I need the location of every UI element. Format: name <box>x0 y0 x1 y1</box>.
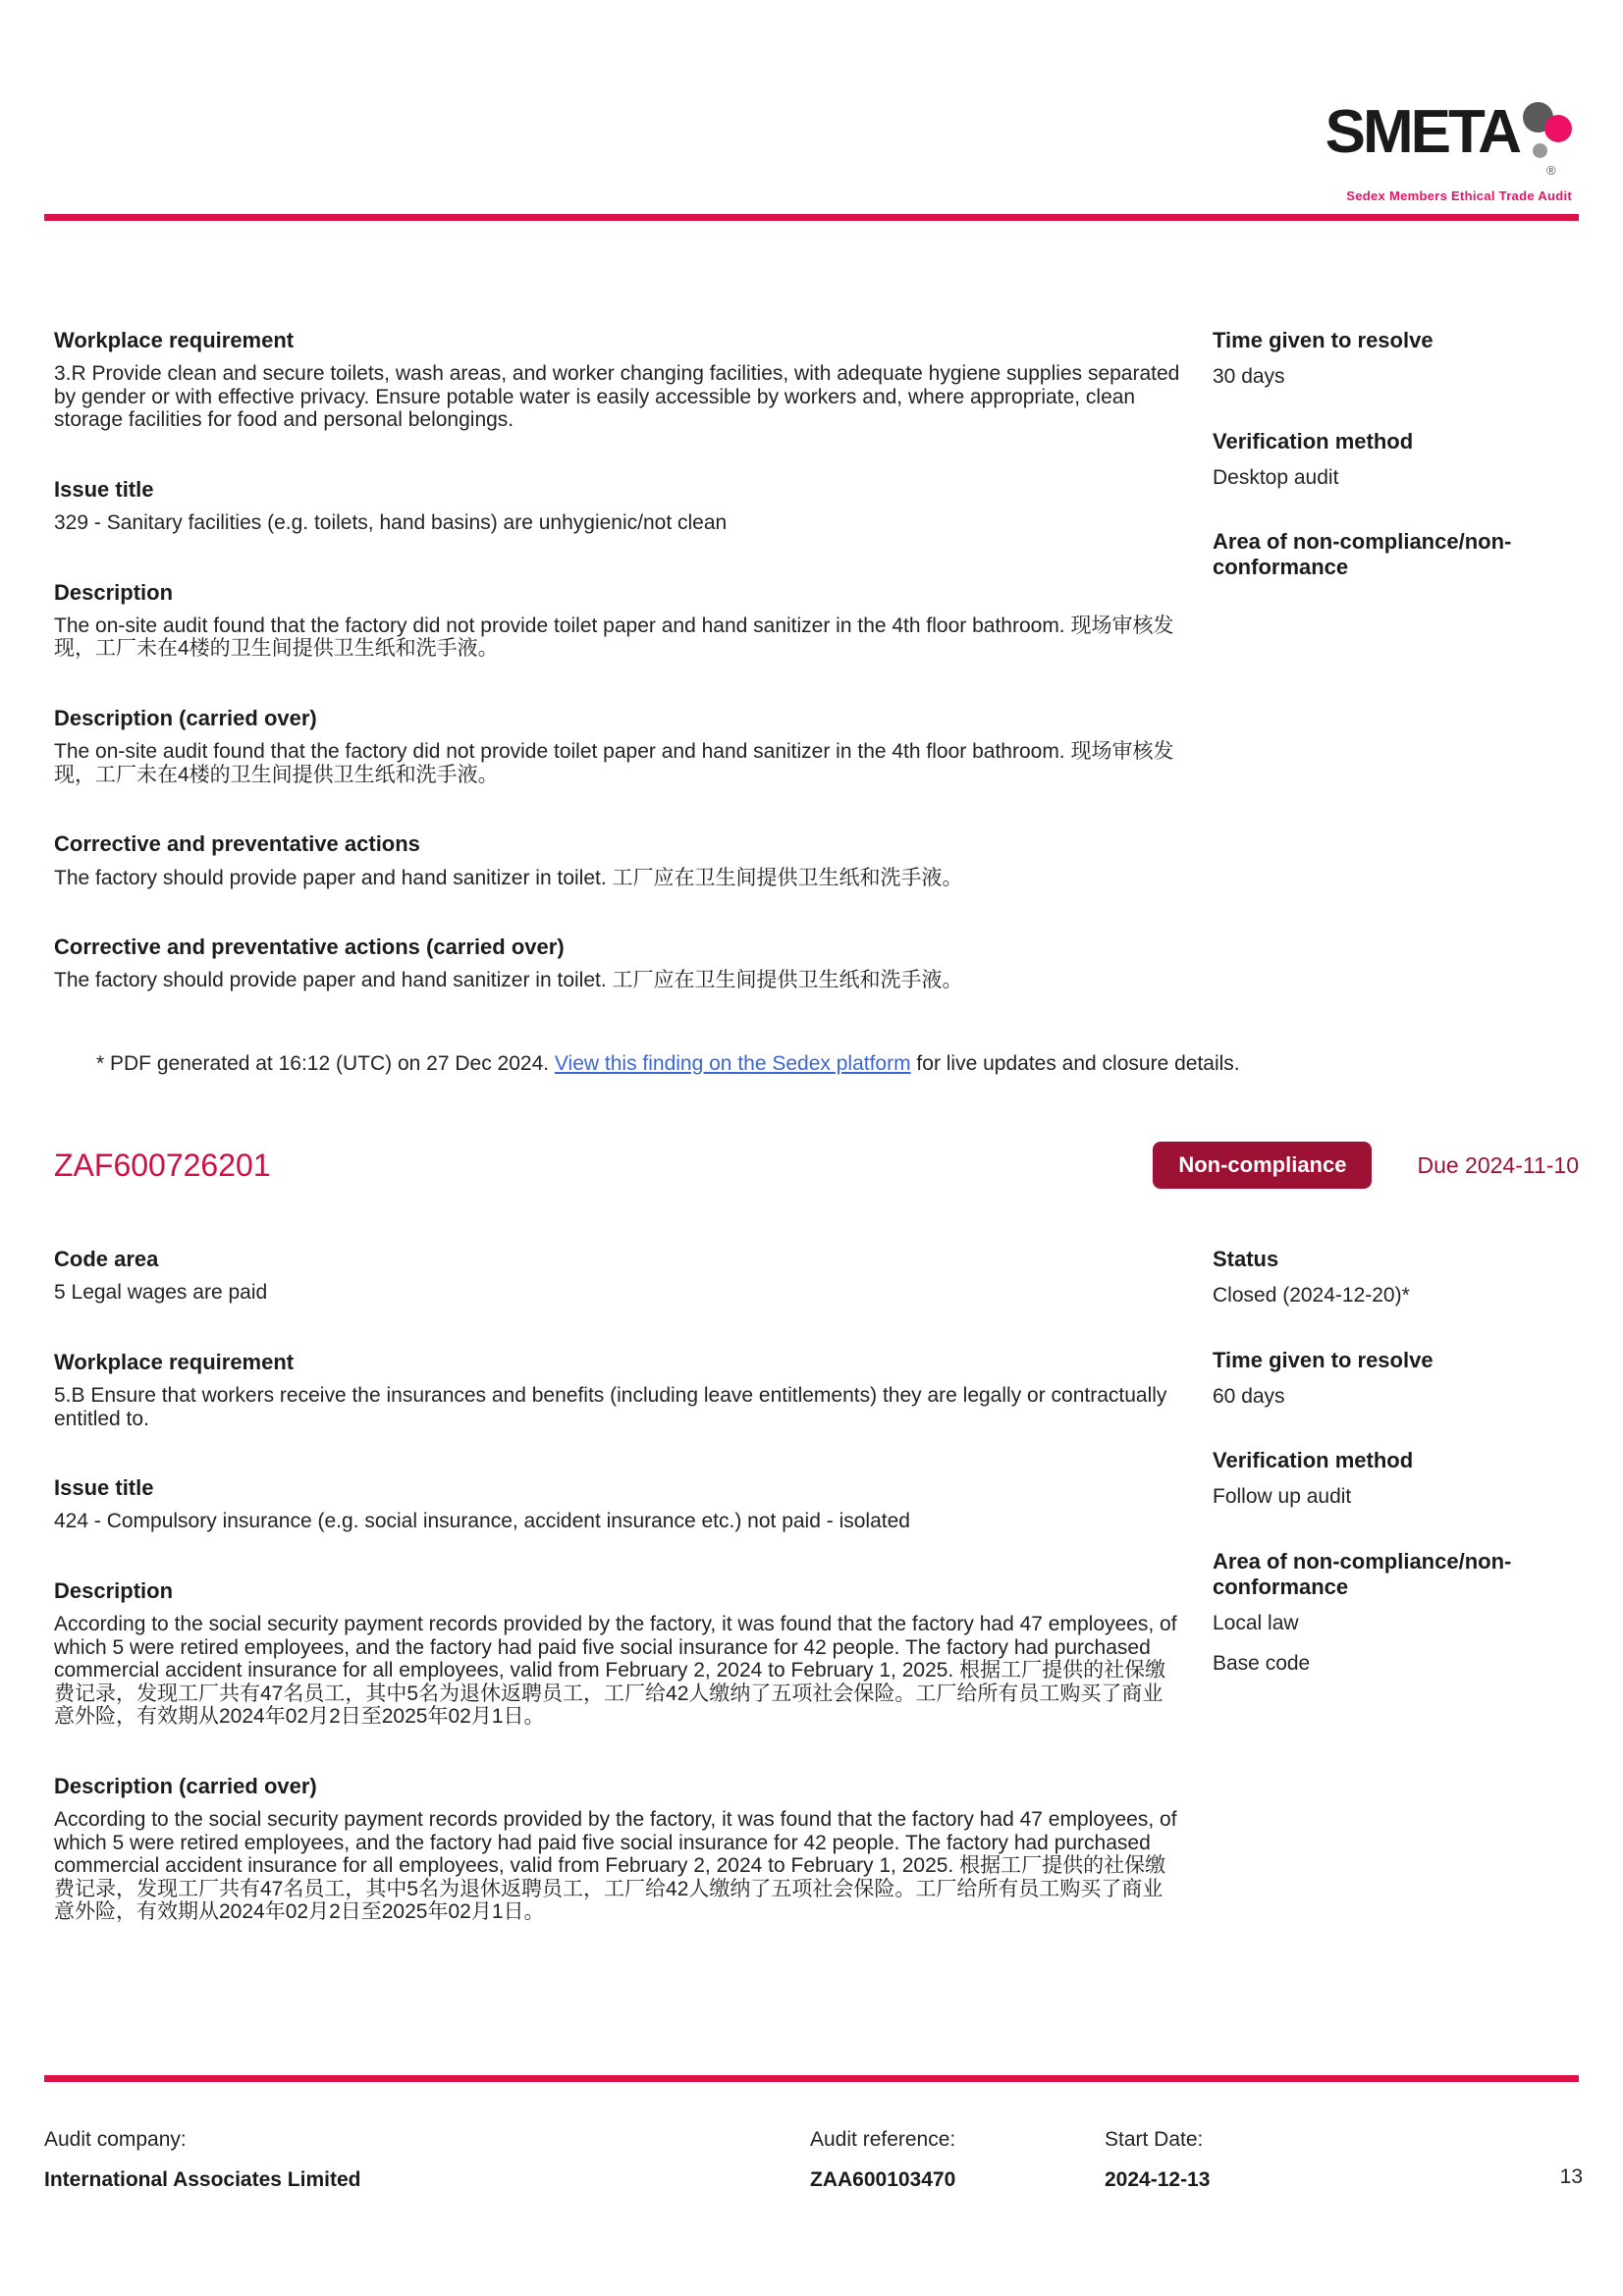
finding-1-section <box>54 328 1582 1038</box>
corrective-actions-carried-over-section <box>54 934 1181 992</box>
noncompliance-area-heading: Area of non-compliance/non-conformance <box>1213 529 1512 580</box>
workplace-requirement-section-2 <box>54 1350 1181 1430</box>
corrective-actions-heading: Corrective and preventative actions <box>54 831 420 857</box>
description-carried-over-text: The on-site audit found that the factory did not provide toilet paper and hand sanitizer in the 4th floor bathroom. 现场审核发现，工厂未在4楼的卫生间提供卫生纸和洗手液。 <box>54 740 1174 786</box>
issue-title-text-2: 424 - Compulsory insurance (e.g. social insurance, accident insurance etc.) not paid - isolated <box>54 1510 910 1533</box>
logo-dot-grey-small <box>1533 143 1547 158</box>
verification-method-section <box>1213 429 1582 491</box>
verification-method-section-2 <box>1213 1448 1582 1510</box>
description-text-2: According to the social security payment records provided by the factory, it was found that the factory had 47 employees, of which 5 were retired employees, and the factory had paid five social insurance for 42 people. The factory had purchased commercial accident insurance for all employees, valid from February 2, 2024 to February 1, 2025. 根据工厂提供的社保缴费记录，发现工厂共有47名员工，其中5名为退休返聘员工，工厂给42人缴纳了五项社会保险。工厂给所有员工购买了商业意外险，有效期从2024年02月2日至2025年02月1日。 <box>54 1613 1177 1729</box>
smeta-logo-dots-icon <box>1521 102 1572 187</box>
status-value: Closed (2024-12-20)* <box>1213 1284 1410 1308</box>
corrective-actions-section <box>54 831 1181 889</box>
footer-audit-company <box>44 2128 360 2192</box>
description-carried-over-section-2 <box>54 1774 1181 1924</box>
workplace-requirement-heading-2: Workplace requirement <box>54 1349 295 1374</box>
noncompliance-area-heading-2: Area of non-compliance/non-conformance <box>1213 1548 1512 1599</box>
status-heading: Status <box>1213 1247 1279 1271</box>
finding-2-section <box>54 1247 1582 1969</box>
time-to-resolve-value: 30 days <box>1213 365 1285 389</box>
noncompliance-area-section <box>1213 529 1582 581</box>
issue-title-heading-2: Issue title <box>54 1475 154 1501</box>
smeta-logo-tagline: Sedex Members Ethical Trade Audit <box>1346 188 1572 203</box>
code-area-heading: Code area <box>54 1247 159 1271</box>
verification-method-value-2: Follow up audit <box>1213 1485 1352 1509</box>
noncompliance-area-value-local-law: Local law <box>1213 1612 1299 1635</box>
description-heading-2: Description <box>54 1577 174 1603</box>
description-section <box>54 580 1181 661</box>
corrective-actions-carried-over-text: The factory should provide paper and hand sanitizer in toilet. 工厂应在卫生间提供卫生纸和洗手液。 <box>54 969 963 992</box>
audit-company-label: Audit company: <box>44 2128 187 2151</box>
workplace-requirement-section <box>54 328 1181 432</box>
verification-method-value: Desktop audit <box>1213 465 1339 489</box>
workplace-requirement-text: 3.R Provide clean and secure toilets, wash areas, and worker changing facilities, with adequate hygiene supplies separated by gender or with effective privacy. Ensure potable water is easily accessible by workers and, where appropriate, clean storage facilities for food and personal belongings. <box>54 362 1180 432</box>
footer-divider-line <box>44 2075 1579 2082</box>
description-carried-over-heading-2: Description (carried over) <box>54 1773 317 1798</box>
smeta-logo-wordmark: SMETA <box>1325 98 1519 166</box>
description-carried-over-section <box>54 706 1181 786</box>
issue-title-section-2 <box>54 1475 1181 1533</box>
corrective-actions-carried-over-heading: Corrective and preventative actions (carried over) <box>54 934 565 960</box>
start-date-label: Start Date: <box>1105 2128 1204 2151</box>
header-divider-line <box>44 214 1579 221</box>
finding-1-side-column <box>1213 328 1582 1038</box>
workplace-requirement-heading: Workplace requirement <box>54 328 295 352</box>
noncompliance-area-section-2 <box>1213 1549 1582 1676</box>
page-number: 13 <box>1559 2165 1583 2188</box>
issue-title-section <box>54 477 1181 535</box>
verification-method-heading: Verification method <box>1213 428 1414 454</box>
non-compliance-badge: Non-compliance <box>1153 1142 1372 1189</box>
footnote-prefix: * PDF generated at 16:12 (UTC) on 27 Dec 2024. <box>96 1052 555 1075</box>
noncompliance-area-value-base-code: Base code <box>1213 1651 1311 1675</box>
finding-1-main-column <box>54 328 1181 1038</box>
finding-id: ZAF600726201 <box>54 1147 271 1183</box>
finding-2-main-column <box>54 1247 1181 1969</box>
code-area-section <box>54 1247 1181 1305</box>
time-to-resolve-section <box>1213 328 1582 390</box>
description-text: The on-site audit found that the factory did not provide toilet paper and hand sanitizer in the 4th floor bathroom. 现场审核发现，工厂未在4楼的卫生间提供卫生纸和洗手液。 <box>54 614 1174 661</box>
finding-2-header <box>54 1142 1579 1189</box>
verification-method-heading-2: Verification method <box>1213 1448 1414 1473</box>
footnote-suffix: for live updates and closure details. <box>910 1052 1240 1075</box>
time-to-resolve-value-2: 60 days <box>1213 1384 1285 1408</box>
description-carried-over-heading: Description (carried over) <box>54 705 317 730</box>
corrective-actions-text: The factory should provide paper and hand sanitizer in toilet. 工厂应在卫生间提供卫生纸和洗手液。 <box>54 866 963 889</box>
time-to-resolve-heading-2: Time given to resolve <box>1213 1347 1434 1372</box>
footer-start-date <box>1105 2128 1210 2192</box>
sedex-platform-link[interactable]: View this finding on the Sedex platform <box>554 1052 911 1075</box>
description-heading: Description <box>54 579 174 605</box>
smeta-logo <box>1325 98 1572 203</box>
start-date-value: 2024-12-13 <box>1105 2168 1211 2191</box>
page-footer <box>44 2128 1583 2207</box>
footer-audit-reference <box>810 2128 955 2192</box>
logo-dot-pink <box>1544 115 1572 142</box>
issue-title-heading: Issue title <box>54 476 154 502</box>
code-area-text: 5 Legal wages are paid <box>54 1281 268 1305</box>
due-date-label: Due 2024-11-10 <box>1417 1151 1579 1178</box>
registered-trademark-symbol: ® <box>1546 163 1556 178</box>
audit-reference-label: Audit reference: <box>810 2128 956 2151</box>
description-carried-over-text-2: According to the social security payment records provided by the factory, it was found that the factory had 47 employees, of which 5 were retired employees, and the factory had paid five social insurance for 42 people. The factory had purchased commercial accident insurance for all employees, valid from February 2, 2024 to February 1, 2025. 根据工厂提供的社保缴费记录，发现工厂共有47名员工，其中5名为退休返聘员工，工厂给42人缴纳了五项社会保险。工厂给所有员工购买了商业意外险，有效期从2024年02月2日至2025年02月1日。 <box>54 1808 1177 1924</box>
status-section <box>1213 1247 1582 1308</box>
pdf-generated-footnote <box>96 1052 1584 1076</box>
audit-company-value: International Associates Limited <box>44 2168 361 2191</box>
audit-reference-value: ZAA600103470 <box>810 2168 956 2191</box>
workplace-requirement-text-2: 5.B Ensure that workers receive the insurances and benefits (including leave entitlements) they are legally or contractually entitled to. <box>54 1384 1167 1430</box>
time-to-resolve-heading: Time given to resolve <box>1213 328 1434 352</box>
description-section-2 <box>54 1578 1181 1729</box>
finding-2-side-column <box>1213 1247 1582 1969</box>
time-to-resolve-section-2 <box>1213 1348 1582 1410</box>
issue-title-text: 329 - Sanitary facilities (e.g. toilets, hand basins) are unhygienic/not clean <box>54 511 728 535</box>
